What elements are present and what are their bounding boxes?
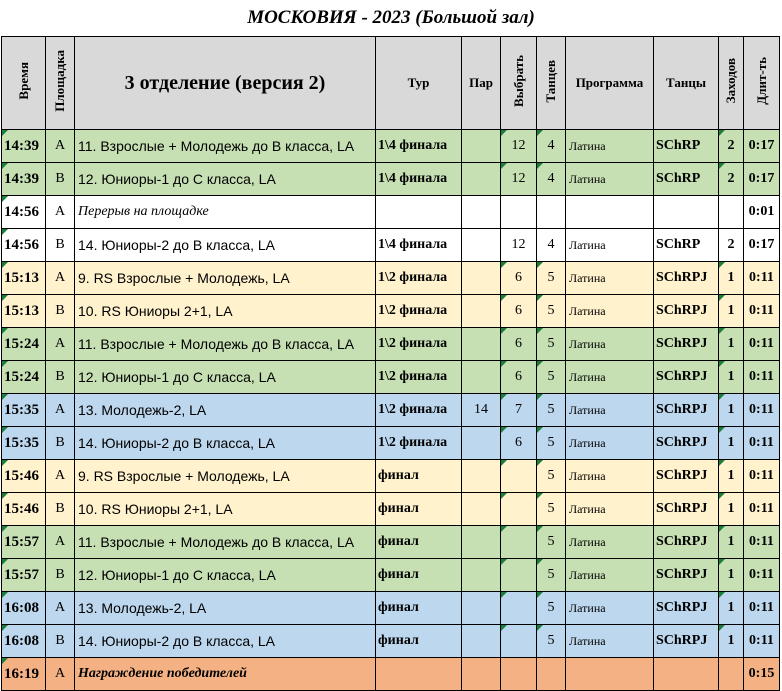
header-dances: Танцы xyxy=(654,37,719,130)
cell-pairs xyxy=(462,196,501,229)
table-row xyxy=(2,295,780,328)
cell-name: 9. RS Взрослые + Молодежь, LA xyxy=(75,460,376,493)
cell-time: 15:46 xyxy=(2,460,46,493)
cell-time: 15:13 xyxy=(2,262,46,295)
header-area: Площадка xyxy=(46,37,75,130)
header-duration: Длит-ть xyxy=(744,37,780,130)
cell-area: B xyxy=(46,559,75,592)
cell-area: A xyxy=(46,130,75,163)
cell-select xyxy=(501,625,537,658)
cell-area: A xyxy=(46,526,75,559)
table-row xyxy=(2,163,780,196)
cell-tour: 1\2 финала xyxy=(376,295,462,328)
cell-duration: 0:11 xyxy=(744,526,780,559)
cell-area: B xyxy=(46,625,75,658)
cell-heats xyxy=(719,658,744,691)
cell-tour: 1\2 финала xyxy=(376,361,462,394)
cell-name: 12. Юниоры-1 до C класса, LA xyxy=(75,361,376,394)
cell-time: 14:56 xyxy=(2,196,46,229)
cell-dances xyxy=(654,196,719,229)
cell-pairs xyxy=(462,229,501,262)
cell-dances: SChRPJ xyxy=(654,328,719,361)
table-row xyxy=(2,658,780,691)
table-row xyxy=(2,559,780,592)
header-row xyxy=(2,37,780,130)
cell-tour: финал xyxy=(376,493,462,526)
cell-dance-count xyxy=(537,196,566,229)
cell-heats: 1 xyxy=(719,493,744,526)
table-row xyxy=(2,394,780,427)
cell-area: A xyxy=(46,262,75,295)
cell-program: Латина xyxy=(566,592,654,625)
cell-pairs: 14 xyxy=(462,394,501,427)
cell-dances: SChRPJ xyxy=(654,460,719,493)
cell-pairs xyxy=(462,163,501,196)
cell-pairs xyxy=(462,130,501,163)
cell-duration: 0:11 xyxy=(744,262,780,295)
table-row xyxy=(2,262,780,295)
cell-heats: 1 xyxy=(719,559,744,592)
cell-area: A xyxy=(46,658,75,691)
table-row xyxy=(2,196,780,229)
cell-heats: 2 xyxy=(719,130,744,163)
cell-duration: 0:11 xyxy=(744,493,780,526)
cell-heats: 1 xyxy=(719,526,744,559)
cell-select xyxy=(501,196,537,229)
cell-heats: 1 xyxy=(719,262,744,295)
cell-duration: 0:17 xyxy=(744,130,780,163)
cell-dance-count: 4 xyxy=(537,130,566,163)
cell-program: Латина xyxy=(566,130,654,163)
cell-name: 9. RS Взрослые + Молодежь, LA xyxy=(75,262,376,295)
cell-tour: финал xyxy=(376,559,462,592)
cell-area: B xyxy=(46,361,75,394)
cell-program: Латина xyxy=(566,493,654,526)
cell-dance-count: 5 xyxy=(537,526,566,559)
header-pairs: Пар xyxy=(462,37,501,130)
cell-pairs xyxy=(462,592,501,625)
cell-tour: финал xyxy=(376,460,462,493)
cell-select xyxy=(501,460,537,493)
cell-pairs xyxy=(462,295,501,328)
header-program: Программа xyxy=(566,37,654,130)
cell-time: 15:35 xyxy=(2,394,46,427)
cell-dances: SChRP xyxy=(654,163,719,196)
cell-area: A xyxy=(46,394,75,427)
cell-area: A xyxy=(46,592,75,625)
cell-tour: 1\2 финала xyxy=(376,394,462,427)
cell-program xyxy=(566,196,654,229)
cell-dance-count xyxy=(537,658,566,691)
cell-tour: 1\2 финала xyxy=(376,328,462,361)
cell-dance-count: 4 xyxy=(537,163,566,196)
cell-tour: 1\4 финала xyxy=(376,163,462,196)
table-row xyxy=(2,460,780,493)
cell-select: 7 xyxy=(501,394,537,427)
cell-name: 13. Молодежь-2, LA xyxy=(75,394,376,427)
cell-select: 6 xyxy=(501,361,537,394)
cell-dance-count: 5 xyxy=(537,427,566,460)
table-row xyxy=(2,229,780,262)
cell-dances: SChRPJ xyxy=(654,262,719,295)
cell-area: A xyxy=(46,460,75,493)
table-row xyxy=(2,526,780,559)
cell-pairs xyxy=(462,658,501,691)
document-title: МОСКОВИЯ - 2023 (Большой зал) xyxy=(247,7,535,28)
header-tour: Тур xyxy=(376,37,462,130)
cell-duration: 0:17 xyxy=(744,163,780,196)
cell-program: Латина xyxy=(566,427,654,460)
cell-area: B xyxy=(46,295,75,328)
cell-program: Латина xyxy=(566,328,654,361)
cell-heats: 2 xyxy=(719,163,744,196)
cell-dance-count: 5 xyxy=(537,625,566,658)
cell-tour: 1\4 финала xyxy=(376,229,462,262)
cell-program xyxy=(566,658,654,691)
cell-select: 6 xyxy=(501,295,537,328)
cell-heats: 1 xyxy=(719,328,744,361)
cell-dances: SChRPJ xyxy=(654,625,719,658)
cell-time: 14:56 xyxy=(2,229,46,262)
cell-name: Награждение победителей xyxy=(75,658,376,691)
cell-dance-count: 5 xyxy=(537,460,566,493)
table-row xyxy=(2,625,780,658)
cell-dances: SChRPJ xyxy=(654,526,719,559)
cell-dances: SChRPJ xyxy=(654,394,719,427)
table-row xyxy=(2,328,780,361)
cell-heats xyxy=(719,196,744,229)
cell-name: 14. Юниоры-2 до B класса, LA xyxy=(75,427,376,460)
cell-dance-count: 5 xyxy=(537,328,566,361)
cell-program: Латина xyxy=(566,625,654,658)
cell-heats: 2 xyxy=(719,229,744,262)
table-row xyxy=(2,361,780,394)
cell-dance-count: 4 xyxy=(537,229,566,262)
cell-pairs xyxy=(462,361,501,394)
cell-heats: 1 xyxy=(719,427,744,460)
cell-duration: 0:11 xyxy=(744,295,780,328)
cell-name: 10. RS Юниоры 2+1, LA xyxy=(75,295,376,328)
cell-dance-count: 5 xyxy=(537,295,566,328)
cell-duration: 0:11 xyxy=(744,394,780,427)
cell-pairs xyxy=(462,460,501,493)
cell-time: 15:35 xyxy=(2,427,46,460)
cell-select: 12 xyxy=(501,163,537,196)
cell-select: 6 xyxy=(501,262,537,295)
cell-program: Латина xyxy=(566,295,654,328)
cell-time: 15:24 xyxy=(2,361,46,394)
cell-dances xyxy=(654,658,719,691)
cell-dances: SChRPJ xyxy=(654,559,719,592)
cell-name: 14. Юниоры-2 до B класса, LA xyxy=(75,229,376,262)
cell-dances: SChRP xyxy=(654,229,719,262)
cell-dances: SChRPJ xyxy=(654,427,719,460)
cell-heats: 1 xyxy=(719,625,744,658)
cell-duration: 0:11 xyxy=(744,361,780,394)
cell-name: 11. Взрослые + Молодежь до B класса, LA xyxy=(75,130,376,163)
cell-time: 14:39 xyxy=(2,130,46,163)
cell-tour: 1\4 финала xyxy=(376,130,462,163)
cell-duration: 0:11 xyxy=(744,328,780,361)
cell-area: B xyxy=(46,229,75,262)
cell-tour xyxy=(376,658,462,691)
cell-heats: 1 xyxy=(719,460,744,493)
schedule-table xyxy=(1,36,780,691)
cell-pairs xyxy=(462,328,501,361)
cell-area: A xyxy=(46,328,75,361)
cell-program: Латина xyxy=(566,262,654,295)
cell-pairs xyxy=(462,526,501,559)
cell-duration: 0:15 xyxy=(744,658,780,691)
cell-program: Латина xyxy=(566,229,654,262)
cell-select: 12 xyxy=(501,229,537,262)
header-dance-count: Танцев xyxy=(537,37,566,130)
cell-dances: SChRP xyxy=(654,130,719,163)
cell-tour: 1\2 финала xyxy=(376,427,462,460)
cell-dance-count: 5 xyxy=(537,262,566,295)
cell-tour: финал xyxy=(376,526,462,559)
cell-area: B xyxy=(46,427,75,460)
cell-area: B xyxy=(46,163,75,196)
table-row xyxy=(2,130,780,163)
header-heats: Заходов xyxy=(719,37,744,130)
cell-name: 12. Юниоры-1 до C класса, LA xyxy=(75,559,376,592)
cell-tour: 1\2 финала xyxy=(376,262,462,295)
cell-dances: SChRPJ xyxy=(654,592,719,625)
cell-duration: 0:11 xyxy=(744,427,780,460)
cell-dances: SChRPJ xyxy=(654,493,719,526)
cell-name: 10. RS Юниоры 2+1, LA xyxy=(75,493,376,526)
cell-time: 14:39 xyxy=(2,163,46,196)
cell-select xyxy=(501,592,537,625)
cell-dance-count: 5 xyxy=(537,559,566,592)
cell-pairs xyxy=(462,559,501,592)
cell-program: Латина xyxy=(566,361,654,394)
cell-program: Латина xyxy=(566,394,654,427)
cell-dances: SChRPJ xyxy=(654,361,719,394)
cell-time: 15:57 xyxy=(2,559,46,592)
cell-heats: 1 xyxy=(719,295,744,328)
cell-duration: 0:01 xyxy=(744,196,780,229)
cell-time: 15:46 xyxy=(2,493,46,526)
cell-time: 15:57 xyxy=(2,526,46,559)
cell-heats: 1 xyxy=(719,394,744,427)
cell-name: 11. Взрослые + Молодежь до B класса, LA xyxy=(75,526,376,559)
cell-duration: 0:11 xyxy=(744,592,780,625)
cell-duration: 0:11 xyxy=(744,460,780,493)
cell-duration: 0:11 xyxy=(744,559,780,592)
cell-duration: 0:17 xyxy=(744,229,780,262)
cell-select xyxy=(501,658,537,691)
cell-program: Латина xyxy=(566,559,654,592)
cell-name: 13. Молодежь-2, LA xyxy=(75,592,376,625)
cell-pairs xyxy=(462,625,501,658)
cell-select: 12 xyxy=(501,130,537,163)
cell-time: 16:08 xyxy=(2,625,46,658)
cell-select xyxy=(501,493,537,526)
cell-dances: SChRPJ xyxy=(654,295,719,328)
table-row xyxy=(2,592,780,625)
cell-tour xyxy=(376,196,462,229)
cell-dance-count: 5 xyxy=(537,361,566,394)
cell-program: Латина xyxy=(566,460,654,493)
cell-name: Перерыв на площадке xyxy=(75,196,376,229)
cell-time: 15:24 xyxy=(2,328,46,361)
cell-dance-count: 5 xyxy=(537,493,566,526)
table-row xyxy=(2,427,780,460)
cell-name: 11. Взрослые + Молодежь до B класса, LA xyxy=(75,328,376,361)
cell-program: Латина xyxy=(566,163,654,196)
cell-pairs xyxy=(462,427,501,460)
header-time: Время xyxy=(2,37,46,130)
cell-select: 6 xyxy=(501,328,537,361)
header-section: 3 отделение (версия 2) xyxy=(75,37,376,130)
cell-select xyxy=(501,526,537,559)
cell-dance-count: 5 xyxy=(537,394,566,427)
cell-heats: 1 xyxy=(719,592,744,625)
cell-pairs xyxy=(462,262,501,295)
cell-area: A xyxy=(46,196,75,229)
cell-select: 6 xyxy=(501,427,537,460)
cell-time: 16:08 xyxy=(2,592,46,625)
cell-pairs xyxy=(462,493,501,526)
cell-program: Латина xyxy=(566,526,654,559)
cell-tour: финал xyxy=(376,592,462,625)
cell-time: 15:13 xyxy=(2,295,46,328)
cell-time: 16:19 xyxy=(2,658,46,691)
cell-tour: финал xyxy=(376,625,462,658)
cell-select xyxy=(501,559,537,592)
cell-heats: 1 xyxy=(719,361,744,394)
cell-dance-count: 5 xyxy=(537,592,566,625)
cell-duration: 0:11 xyxy=(744,625,780,658)
header-select: Выбрать xyxy=(501,37,537,130)
table-row xyxy=(2,493,780,526)
cell-name: 14. Юниоры-2 до B класса, LA xyxy=(75,625,376,658)
cell-name: 12. Юниоры-1 до C класса, LA xyxy=(75,163,376,196)
cell-area: B xyxy=(46,493,75,526)
